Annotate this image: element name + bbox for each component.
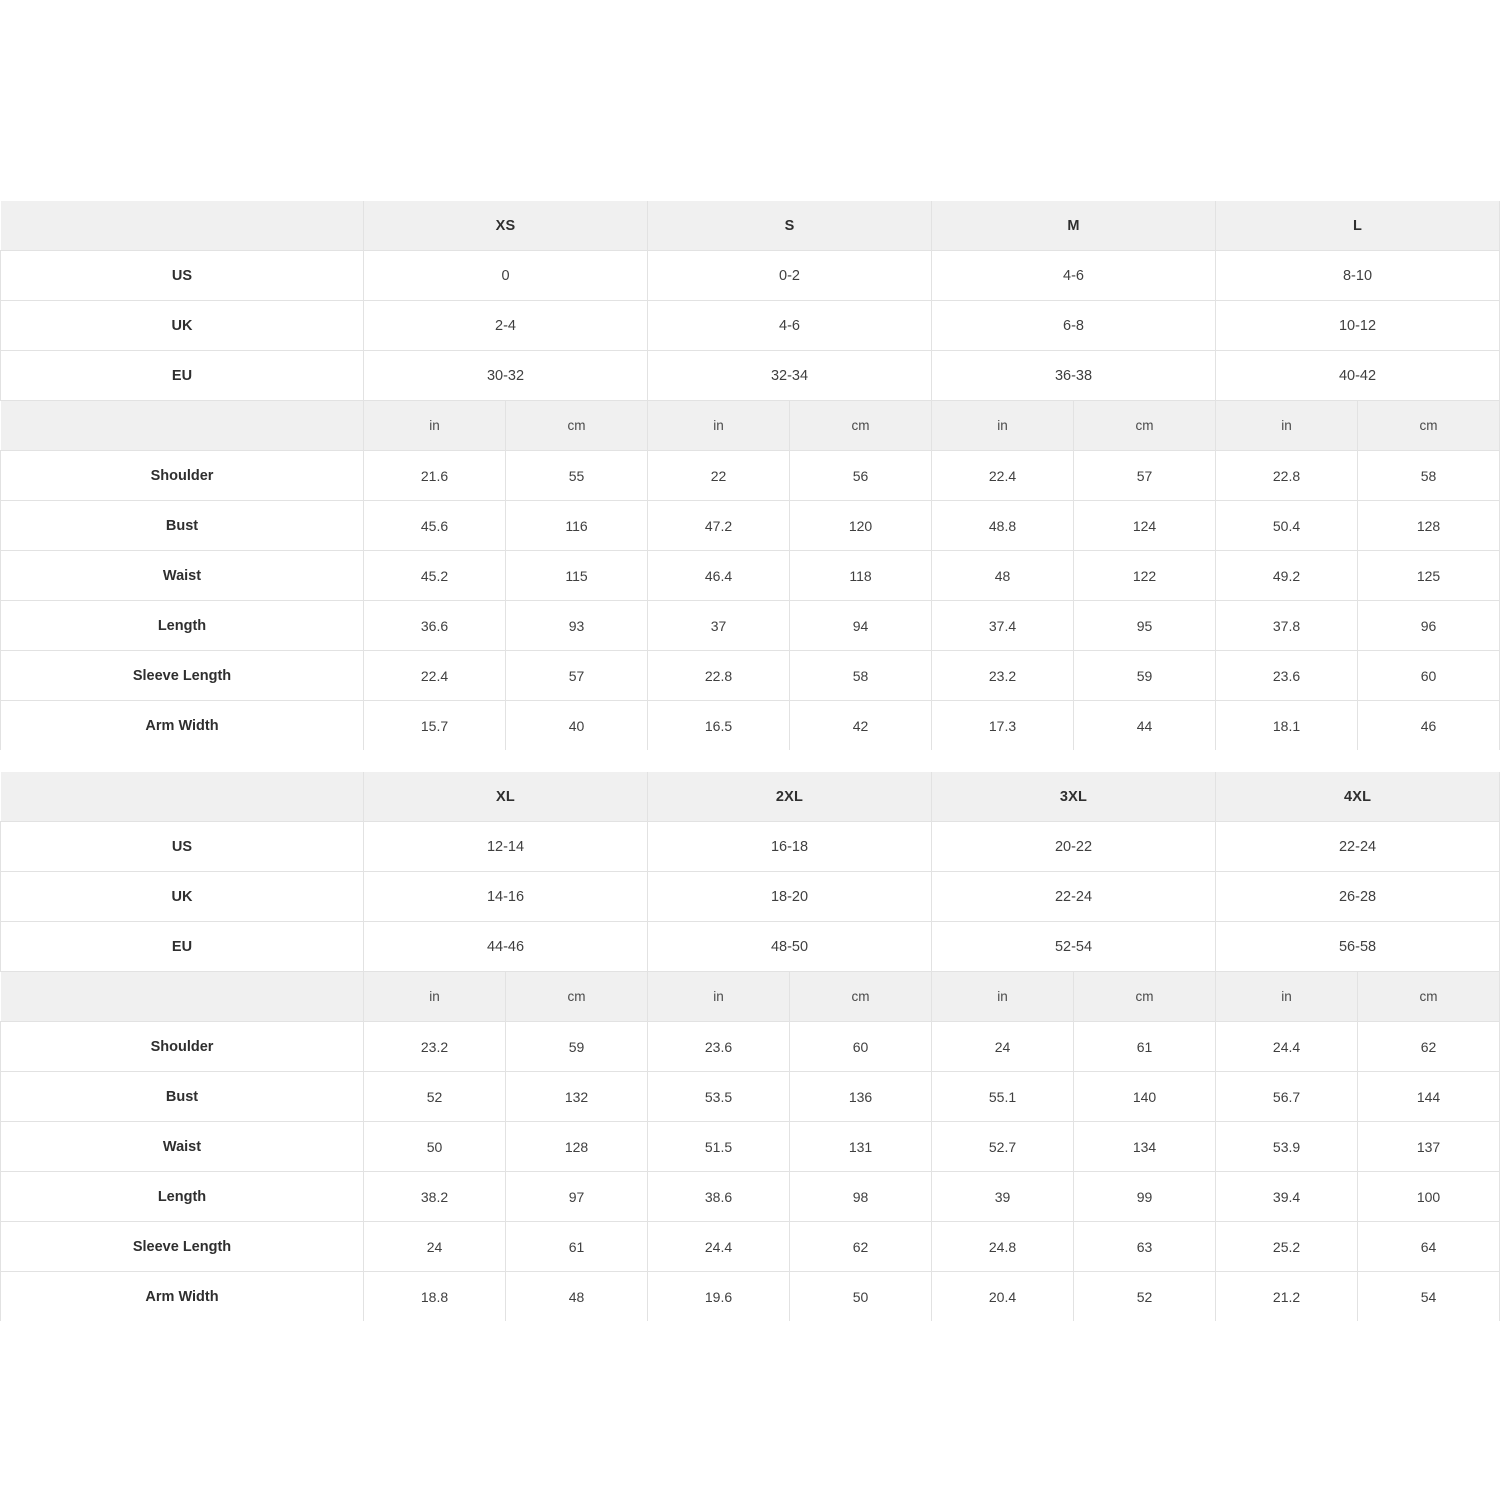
measurement-value: 17.3 bbox=[932, 701, 1074, 751]
region-row bbox=[1, 351, 1500, 401]
measurement-value: 49.2 bbox=[1216, 551, 1358, 601]
region-value: 2-4 bbox=[364, 301, 648, 351]
measurement-value: 23.6 bbox=[648, 1022, 790, 1072]
region-value: 12-14 bbox=[364, 822, 648, 872]
unit-label-in: in bbox=[648, 401, 790, 451]
measurement-value: 23.2 bbox=[364, 1022, 506, 1072]
measurement-value: 136 bbox=[790, 1072, 932, 1122]
measurement-value: 137 bbox=[1358, 1122, 1500, 1172]
measurement-value: 120 bbox=[790, 501, 932, 551]
measurement-value: 25.2 bbox=[1216, 1222, 1358, 1272]
measurement-value: 44 bbox=[1074, 701, 1216, 751]
measurement-value: 48.8 bbox=[932, 501, 1074, 551]
measurement-value: 39 bbox=[932, 1172, 1074, 1222]
region-row bbox=[1, 251, 1500, 301]
region-value: 32-34 bbox=[648, 351, 932, 401]
table-sizes-xs-l bbox=[0, 201, 1500, 750]
measurement-value: 52 bbox=[1074, 1272, 1216, 1322]
measurement-value: 100 bbox=[1358, 1172, 1500, 1222]
measurement-row bbox=[1, 601, 1500, 651]
measurement-value: 24.4 bbox=[1216, 1022, 1358, 1072]
measurement-value: 58 bbox=[1358, 451, 1500, 501]
measurement-value: 22.8 bbox=[648, 651, 790, 701]
size-header-xl: XL bbox=[364, 772, 648, 822]
measurement-value: 144 bbox=[1358, 1072, 1500, 1122]
unit-header-row bbox=[1, 972, 1500, 1022]
unit-corner-cell bbox=[1, 972, 364, 1022]
measurement-row bbox=[1, 1172, 1500, 1222]
measurement-value: 23.2 bbox=[932, 651, 1074, 701]
size-header-4xl: 4XL bbox=[1216, 772, 1500, 822]
measurement-value: 134 bbox=[1074, 1122, 1216, 1172]
region-label-uk: UK bbox=[1, 872, 364, 922]
measurement-value: 62 bbox=[790, 1222, 932, 1272]
measurement-row bbox=[1, 701, 1500, 751]
measurement-value: 63 bbox=[1074, 1222, 1216, 1272]
region-value: 52-54 bbox=[932, 922, 1216, 972]
region-value: 22-24 bbox=[1216, 822, 1500, 872]
measurement-row bbox=[1, 1122, 1500, 1172]
measurement-row bbox=[1, 1022, 1500, 1072]
table-corner-cell bbox=[1, 772, 364, 822]
measurement-value: 18.8 bbox=[364, 1272, 506, 1322]
measurement-value: 16.5 bbox=[648, 701, 790, 751]
measurement-value: 20.4 bbox=[932, 1272, 1074, 1322]
measurement-value: 18.1 bbox=[1216, 701, 1358, 751]
measurement-value: 57 bbox=[1074, 451, 1216, 501]
measurement-value: 24.4 bbox=[648, 1222, 790, 1272]
measurement-value: 37.8 bbox=[1216, 601, 1358, 651]
measurement-value: 24.8 bbox=[932, 1222, 1074, 1272]
measurement-value: 95 bbox=[1074, 601, 1216, 651]
measurement-value: 62 bbox=[1358, 1022, 1500, 1072]
unit-label-in: in bbox=[1216, 972, 1358, 1022]
region-row bbox=[1, 822, 1500, 872]
measurement-value: 96 bbox=[1358, 601, 1500, 651]
measurement-row bbox=[1, 1222, 1500, 1272]
region-label-us: US bbox=[1, 251, 364, 301]
region-value: 4-6 bbox=[932, 251, 1216, 301]
unit-label-in: in bbox=[1216, 401, 1358, 451]
measurement-value: 38.6 bbox=[648, 1172, 790, 1222]
size-header-row bbox=[1, 201, 1500, 251]
measurement-row bbox=[1, 1072, 1500, 1122]
measurement-value: 40 bbox=[506, 701, 648, 751]
region-value: 8-10 bbox=[1216, 251, 1500, 301]
measurement-label: Shoulder bbox=[1, 451, 364, 501]
size-header-m: M bbox=[932, 201, 1216, 251]
unit-label-cm: cm bbox=[1074, 401, 1216, 451]
unit-label-cm: cm bbox=[1358, 972, 1500, 1022]
region-label-eu: EU bbox=[1, 351, 364, 401]
measurement-row bbox=[1, 501, 1500, 551]
measurement-value: 53.9 bbox=[1216, 1122, 1358, 1172]
unit-label-in: in bbox=[932, 401, 1074, 451]
unit-label-in: in bbox=[932, 972, 1074, 1022]
unit-label-cm: cm bbox=[1074, 972, 1216, 1022]
measurement-row bbox=[1, 1272, 1500, 1322]
measurement-value: 128 bbox=[506, 1122, 648, 1172]
region-row bbox=[1, 922, 1500, 972]
measurement-value: 46 bbox=[1358, 701, 1500, 751]
measurement-value: 98 bbox=[790, 1172, 932, 1222]
measurement-value: 118 bbox=[790, 551, 932, 601]
size-header-s: S bbox=[648, 201, 932, 251]
table-sizes-xl-4xl bbox=[0, 772, 1500, 1321]
measurement-value: 128 bbox=[1358, 501, 1500, 551]
unit-label-cm: cm bbox=[790, 401, 932, 451]
measurement-label: Length bbox=[1, 601, 364, 651]
measurement-label: Length bbox=[1, 1172, 364, 1222]
region-value: 36-38 bbox=[932, 351, 1216, 401]
measurement-value: 124 bbox=[1074, 501, 1216, 551]
unit-label-in: in bbox=[364, 401, 506, 451]
measurement-value: 94 bbox=[790, 601, 932, 651]
measurement-value: 58 bbox=[790, 651, 932, 701]
measurement-value: 45.6 bbox=[364, 501, 506, 551]
measurement-value: 52.7 bbox=[932, 1122, 1074, 1172]
measurement-value: 131 bbox=[790, 1122, 932, 1172]
measurement-value: 37 bbox=[648, 601, 790, 651]
measurement-value: 56.7 bbox=[1216, 1072, 1358, 1122]
region-value: 56-58 bbox=[1216, 922, 1500, 972]
measurement-value: 56 bbox=[790, 451, 932, 501]
measurement-value: 21.6 bbox=[364, 451, 506, 501]
measurement-row bbox=[1, 651, 1500, 701]
region-label-us: US bbox=[1, 822, 364, 872]
region-value: 6-8 bbox=[932, 301, 1216, 351]
size-header-l: L bbox=[1216, 201, 1500, 251]
measurement-row bbox=[1, 551, 1500, 601]
measurement-value: 15.7 bbox=[364, 701, 506, 751]
table-corner-cell bbox=[1, 201, 364, 251]
measurement-label: Bust bbox=[1, 1072, 364, 1122]
measurement-value: 125 bbox=[1358, 551, 1500, 601]
measurement-value: 24 bbox=[364, 1222, 506, 1272]
measurement-value: 53.5 bbox=[648, 1072, 790, 1122]
measurement-value: 122 bbox=[1074, 551, 1216, 601]
unit-label-in: in bbox=[648, 972, 790, 1022]
region-value: 18-20 bbox=[648, 872, 932, 922]
measurement-value: 61 bbox=[1074, 1022, 1216, 1072]
measurement-value: 55 bbox=[506, 451, 648, 501]
unit-label-in: in bbox=[364, 972, 506, 1022]
measurement-label: Sleeve Length bbox=[1, 1222, 364, 1272]
unit-label-cm: cm bbox=[506, 401, 648, 451]
measurement-value: 116 bbox=[506, 501, 648, 551]
unit-label-cm: cm bbox=[506, 972, 648, 1022]
measurement-value: 46.4 bbox=[648, 551, 790, 601]
region-value: 16-18 bbox=[648, 822, 932, 872]
measurement-label: Waist bbox=[1, 1122, 364, 1172]
measurement-value: 48 bbox=[506, 1272, 648, 1322]
measurement-value: 52 bbox=[364, 1072, 506, 1122]
measurement-value: 99 bbox=[1074, 1172, 1216, 1222]
measurement-value: 21.2 bbox=[1216, 1272, 1358, 1322]
region-value: 20-22 bbox=[932, 822, 1216, 872]
size-header-row bbox=[1, 772, 1500, 822]
unit-label-cm: cm bbox=[790, 972, 932, 1022]
measurement-value: 24 bbox=[932, 1022, 1074, 1072]
measurement-value: 23.6 bbox=[1216, 651, 1358, 701]
unit-corner-cell bbox=[1, 401, 364, 451]
measurement-value: 61 bbox=[506, 1222, 648, 1272]
region-label-uk: UK bbox=[1, 301, 364, 351]
measurement-value: 36.6 bbox=[364, 601, 506, 651]
measurement-value: 97 bbox=[506, 1172, 648, 1222]
measurement-value: 47.2 bbox=[648, 501, 790, 551]
measurement-value: 22.4 bbox=[932, 451, 1074, 501]
measurement-value: 39.4 bbox=[1216, 1172, 1358, 1222]
measurement-value: 50 bbox=[790, 1272, 932, 1322]
region-value: 14-16 bbox=[364, 872, 648, 922]
region-value: 10-12 bbox=[1216, 301, 1500, 351]
measurement-value: 38.2 bbox=[364, 1172, 506, 1222]
measurement-value: 19.6 bbox=[648, 1272, 790, 1322]
measurement-value: 22.8 bbox=[1216, 451, 1358, 501]
measurement-label: Bust bbox=[1, 501, 364, 551]
measurement-value: 59 bbox=[506, 1022, 648, 1072]
size-header-xs: XS bbox=[364, 201, 648, 251]
region-value: 40-42 bbox=[1216, 351, 1500, 401]
measurement-value: 50 bbox=[364, 1122, 506, 1172]
region-row bbox=[1, 872, 1500, 922]
measurement-value: 93 bbox=[506, 601, 648, 651]
region-value: 0-2 bbox=[648, 251, 932, 301]
measurement-label: Shoulder bbox=[1, 1022, 364, 1072]
measurement-value: 22 bbox=[648, 451, 790, 501]
region-value: 22-24 bbox=[932, 872, 1216, 922]
measurement-value: 115 bbox=[506, 551, 648, 601]
measurement-value: 55.1 bbox=[932, 1072, 1074, 1122]
measurement-label: Sleeve Length bbox=[1, 651, 364, 701]
measurement-value: 140 bbox=[1074, 1072, 1216, 1122]
measurement-value: 22.4 bbox=[364, 651, 506, 701]
size-tables-container bbox=[0, 201, 1500, 1321]
measurement-label: Arm Width bbox=[1, 1272, 364, 1322]
measurement-label: Arm Width bbox=[1, 701, 364, 751]
measurement-value: 60 bbox=[790, 1022, 932, 1072]
size-header-2xl: 2XL bbox=[648, 772, 932, 822]
region-value: 30-32 bbox=[364, 351, 648, 401]
unit-header-row bbox=[1, 401, 1500, 451]
measurement-value: 64 bbox=[1358, 1222, 1500, 1272]
measurement-value: 54 bbox=[1358, 1272, 1500, 1322]
measurement-value: 132 bbox=[506, 1072, 648, 1122]
region-value: 4-6 bbox=[648, 301, 932, 351]
size-header-3xl: 3XL bbox=[932, 772, 1216, 822]
region-value: 44-46 bbox=[364, 922, 648, 972]
measurement-value: 59 bbox=[1074, 651, 1216, 701]
measurement-value: 42 bbox=[790, 701, 932, 751]
measurement-value: 37.4 bbox=[932, 601, 1074, 651]
measurement-value: 48 bbox=[932, 551, 1074, 601]
measurement-value: 45.2 bbox=[364, 551, 506, 601]
region-value: 48-50 bbox=[648, 922, 932, 972]
measurement-row bbox=[1, 451, 1500, 501]
measurement-label: Waist bbox=[1, 551, 364, 601]
region-value: 26-28 bbox=[1216, 872, 1500, 922]
measurement-value: 51.5 bbox=[648, 1122, 790, 1172]
measurement-value: 50.4 bbox=[1216, 501, 1358, 551]
region-label-eu: EU bbox=[1, 922, 364, 972]
measurement-value: 60 bbox=[1358, 651, 1500, 701]
unit-label-cm: cm bbox=[1358, 401, 1500, 451]
measurement-value: 57 bbox=[506, 651, 648, 701]
region-row bbox=[1, 301, 1500, 351]
region-value: 0 bbox=[364, 251, 648, 301]
